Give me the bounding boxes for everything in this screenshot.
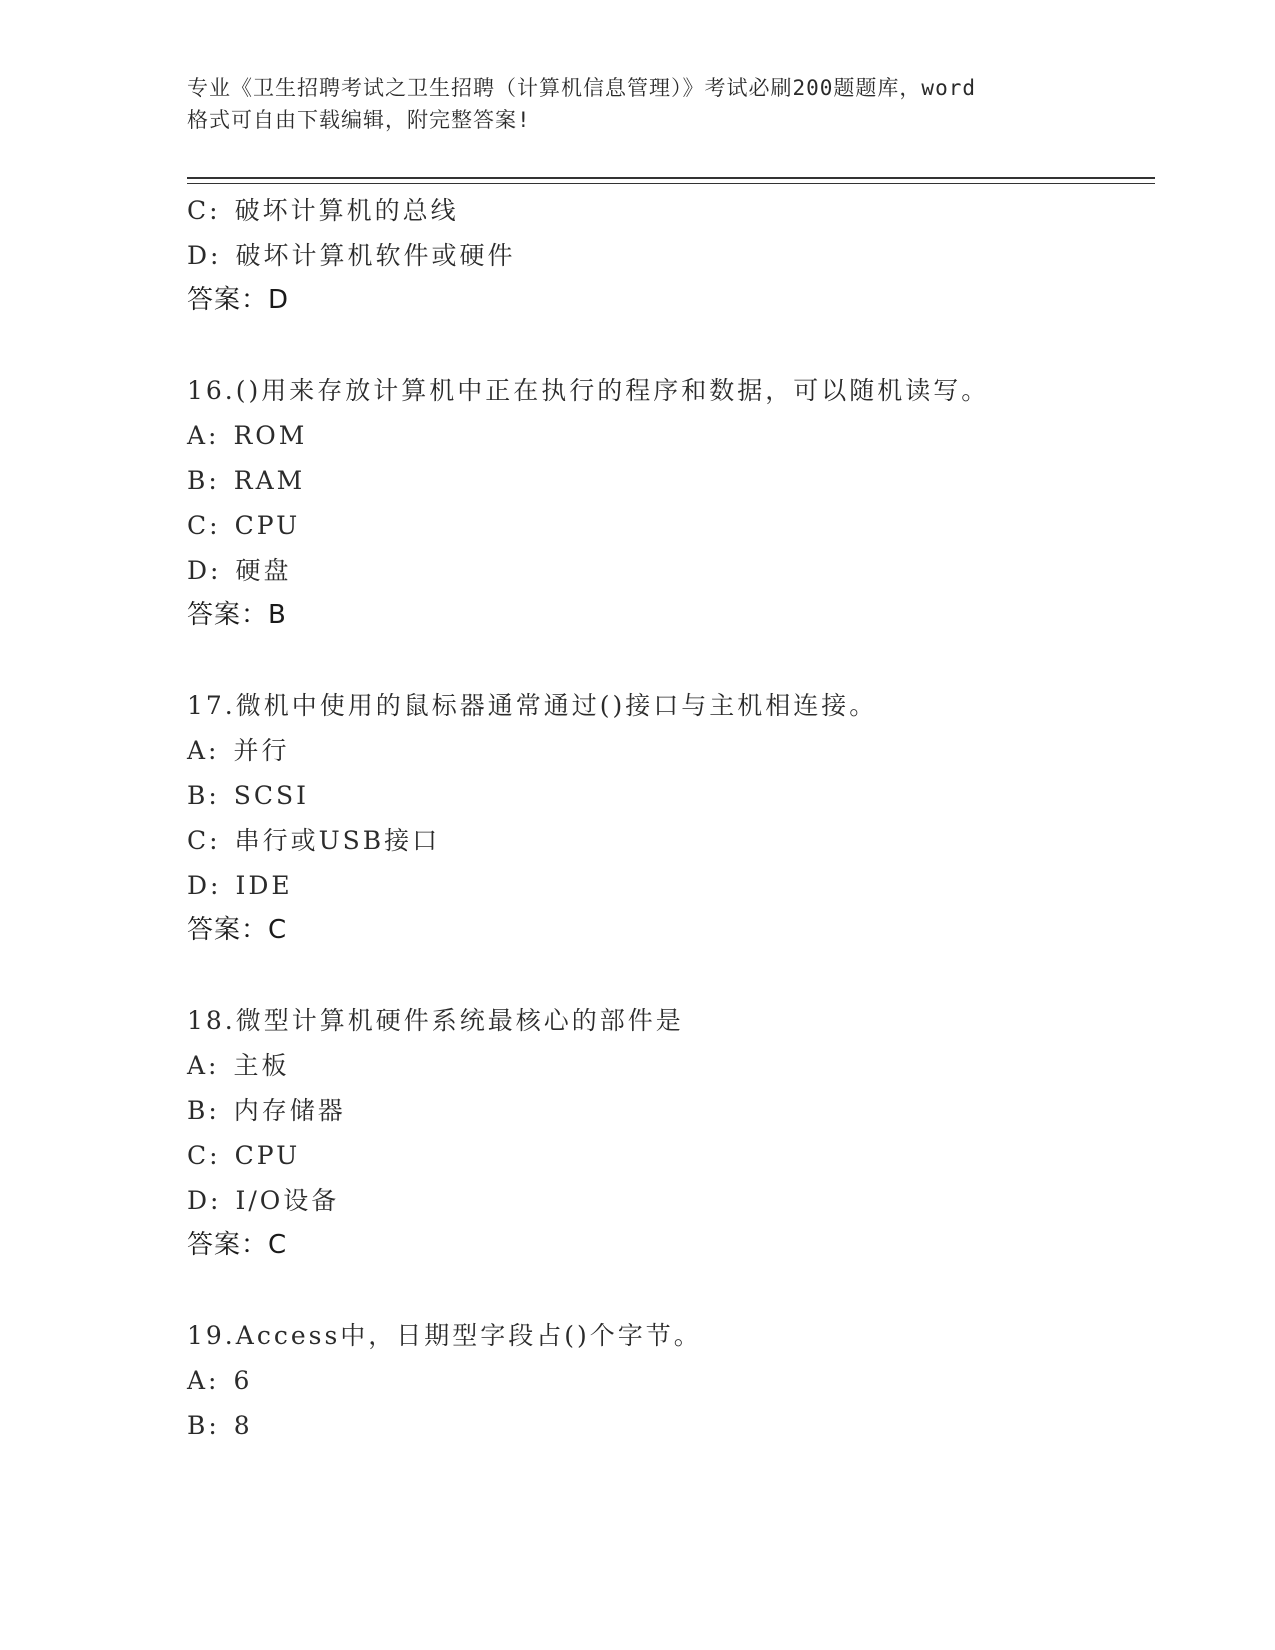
option-text: SCSI: [233, 781, 310, 810]
option-text: 6: [233, 1366, 253, 1395]
option-key: D:: [187, 241, 222, 270]
header-line-2: 格式可自由下载编辑，附完整答案!: [187, 108, 531, 132]
option-text: IDE: [235, 871, 293, 900]
option-key: C:: [187, 826, 221, 855]
option-key: A:: [187, 1051, 220, 1080]
option-text: 内存储器: [233, 1096, 346, 1125]
option-row: [187, 1043, 1147, 1088]
option-text: 串行或USB接口: [234, 826, 441, 855]
question-text: 18.微型计算机硬件系统最核心的部件是: [187, 1006, 684, 1035]
option-text: 主板: [233, 1051, 290, 1080]
option-row: [187, 1178, 1147, 1223]
option-key: D:: [187, 871, 222, 900]
option-text: I/O设备: [235, 1186, 340, 1215]
question-text: 17.微机中使用的鼠标器通常通过()接口与主机相连接。: [187, 691, 878, 720]
option-row: [187, 818, 1147, 863]
option-key: B:: [187, 1096, 220, 1125]
option-row: [187, 728, 1147, 773]
question-block: [187, 998, 1147, 1313]
option-row: [187, 458, 1147, 503]
block-spacer: [187, 953, 1147, 998]
option-row: [187, 548, 1147, 593]
option-row: [187, 1133, 1147, 1178]
option-key: C:: [187, 1141, 221, 1170]
option-row: [187, 188, 1147, 233]
answer-text: 答案：C: [187, 1230, 288, 1260]
option-text: 硬盘: [235, 556, 292, 585]
answer-text: 答案：C: [187, 915, 288, 945]
option-row: [187, 1403, 1147, 1448]
option-text: CPU: [234, 1141, 301, 1170]
block-spacer: [187, 638, 1147, 683]
block-spacer: [187, 323, 1147, 368]
header-divider-thick: [187, 177, 1155, 179]
option-text: 8: [233, 1411, 253, 1440]
option-key: C:: [187, 196, 221, 225]
question-block: [187, 368, 1147, 683]
question-block: [187, 188, 1147, 368]
option-row: [187, 773, 1147, 818]
header-divider-thin: [187, 183, 1155, 184]
answer-text: 答案：B: [187, 600, 287, 630]
answer-text: 答案：D: [187, 285, 290, 315]
header-line-1: 专业《卫生招聘考试之卫生招聘（计算机信息管理）》考试必刷200题题库，word: [187, 76, 976, 100]
option-key: D:: [187, 556, 222, 585]
option-key: C:: [187, 511, 221, 540]
question-block: [187, 683, 1147, 998]
document-header: [187, 72, 1087, 136]
question-block: [187, 1313, 1147, 1448]
option-key: A:: [187, 421, 220, 450]
option-key: B:: [187, 466, 220, 495]
option-key: A:: [187, 1366, 220, 1395]
option-key: B:: [187, 781, 220, 810]
option-row: [187, 503, 1147, 548]
option-row: [187, 1358, 1147, 1403]
option-text: RAM: [233, 466, 306, 495]
option-text: ROM: [233, 421, 308, 450]
block-spacer: [187, 1268, 1147, 1313]
option-text: CPU: [234, 511, 301, 540]
option-key: A:: [187, 736, 220, 765]
option-key: D:: [187, 1186, 222, 1215]
option-row: [187, 233, 1147, 278]
option-text: 破坏计算机的总线: [234, 196, 459, 225]
option-text: 并行: [233, 736, 290, 765]
option-row: [187, 1088, 1147, 1133]
question-text: 19.Access中，日期型字段占()个字节。: [187, 1321, 702, 1350]
question-list: [187, 188, 1147, 1448]
option-key: B:: [187, 1411, 220, 1440]
option-row: [187, 413, 1147, 458]
question-text: 16.()用来存放计算机中正在执行的程序和数据，可以随机读写。: [187, 376, 990, 405]
option-row: [187, 863, 1147, 908]
option-text: 破坏计算机软件或硬件: [235, 241, 516, 270]
